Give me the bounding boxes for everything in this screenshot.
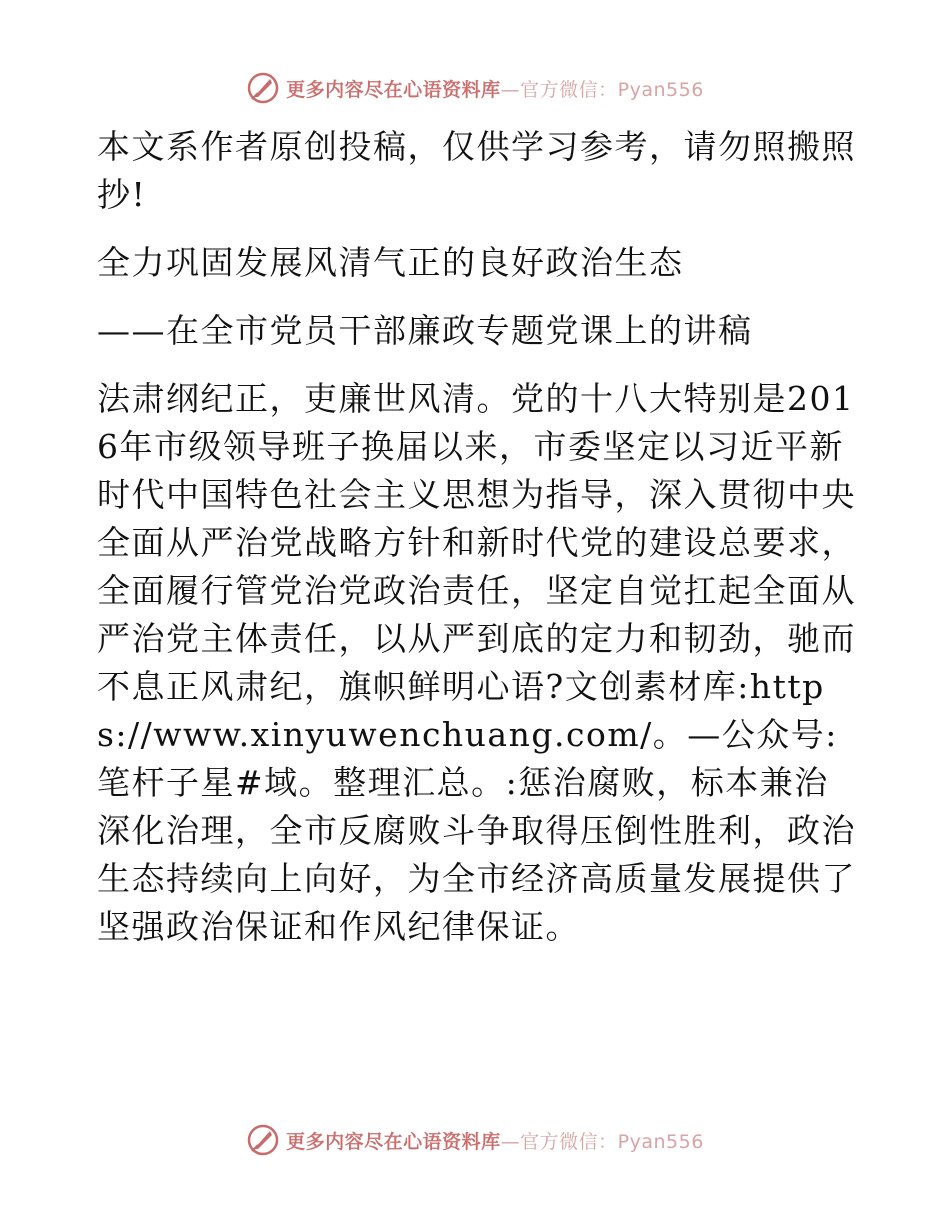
body-paragraph: 法肃纲纪正，吏廉世风清。党的十八大特别是2016年市级领导班子换届以来，市委坚定以习近平新时代中国特色社会主义思想为指导，深入贯彻中央全面从严治党战略方针和新时代党的建设总要求，全面履行管党治党政治责任，坚定自觉扛起全面从严治党主体责任，以从严到底的定力和韧劲，驰而不息正风肃纪，旗帜鲜明心语?文创素材库:https://www.xinyuwenchuang.com/。—公众号:笔杆子星#域。整理汇总。:惩治腐败，标本兼治深化治理，全市反腐败斗争取得压倒性胜利，政治生态持续向上向好，为全市经济高质量发展提供了坚强政治保证和作风纪律保证。 [97,379,856,946]
watermark-separator: — [500,78,521,101]
document-content [97,123,857,951]
feather-logo-icon [246,1123,280,1157]
header-watermark [0,68,950,108]
document-subtitle: ——在全市党员干部廉政专题党课上的讲稿 [97,311,753,350]
footer-watermark [0,1120,950,1160]
document-title: 全力巩固发展风清气正的良好政治生态 [97,243,684,282]
watermark-contact: 官方微信：Pyan556 [520,78,704,101]
feather-logo-icon [246,71,280,105]
watermark-contact: 官方微信：Pyan556 [520,1130,704,1153]
watermark-brand: 更多内容尽在心语资料库 [286,78,501,101]
watermark-text [286,75,704,102]
watermark-brand: 更多内容尽在心语资料库 [286,1130,501,1153]
watermark-separator: — [500,1130,521,1153]
copyright-notice: 本文系作者原创投稿，仅供学习参考，请勿照搬照抄! [97,127,856,214]
watermark-text [286,1127,704,1154]
